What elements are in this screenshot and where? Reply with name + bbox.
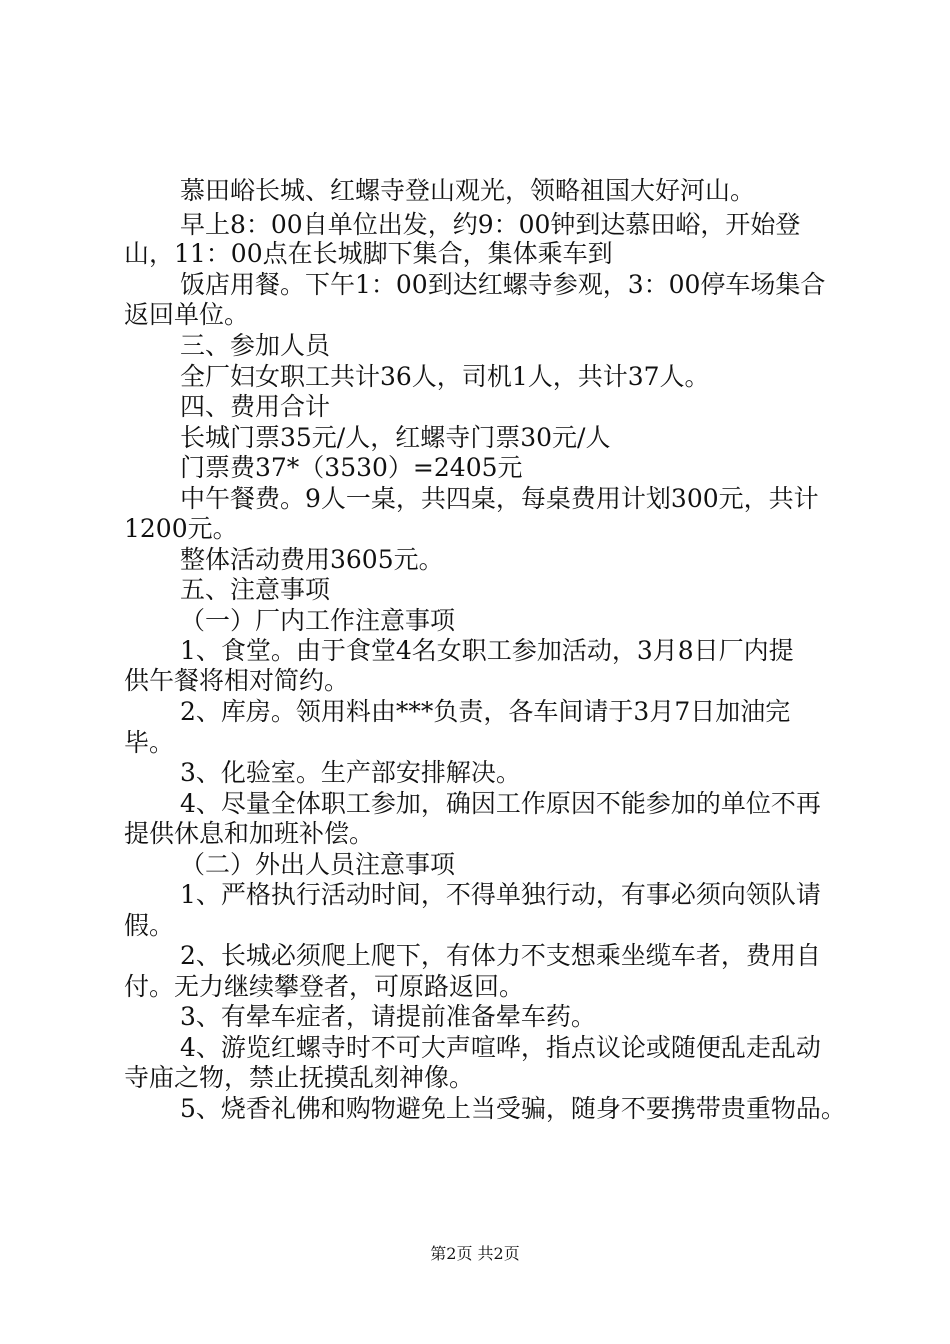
body-line: 5、烧香礼佛和购物避免上当受骗，随身不要携带贵重物品。	[180, 1094, 846, 1123]
body-line: 假。	[124, 911, 175, 940]
body-line: 门票费37*（3530）=2405元	[180, 453, 523, 482]
body-line: 全厂妇女职工共计36人，司机1人，共计37人。	[180, 362, 710, 391]
body-line: 4、游览红螺寺时不可大声喧哗，指点议论或随便乱走乱动	[180, 1033, 821, 1062]
body-line: 饭店用餐。下午1：00到达红螺寺参观，3：00停车场集合	[180, 270, 826, 299]
body-line: 慕田峪长城、红螺寺登山观光，领略祖国大好河山。	[180, 176, 756, 205]
body-line: 3、化验室。生产部安排解决。	[180, 758, 521, 787]
body-line: 3、有晕车症者，请提前准备晕车药。	[180, 1002, 596, 1031]
page-number-footer: 第2页 共2页	[430, 1244, 520, 1263]
body-line: 1、食堂。由于食堂4名女职工参加活动，3月8日厂内提	[180, 636, 794, 665]
body-line: 中午餐费。9人一桌，共四桌，每桌费用计划300元，共计	[180, 484, 819, 513]
body-line: 早上8：00自单位出发，约9：00钟到达慕田峪，开始登	[180, 210, 801, 239]
body-line: 2、长城必须爬上爬下，有体力不支想乘坐缆车者，费用自	[180, 941, 821, 970]
section-heading: 五、注意事项	[180, 575, 331, 604]
body-line: 1、严格执行活动时间，不得单独行动，有事必须向领队请	[180, 880, 821, 909]
body-line: 毕。	[124, 728, 175, 757]
body-line: 山，11：00点在长城脚下集合，集体乘车到	[124, 239, 613, 268]
subsection-heading: （一）厂内工作注意事项	[180, 606, 456, 635]
body-line: 寺庙之物，禁止抚摸乱刻神像。	[124, 1063, 475, 1092]
body-line: 长城门票35元/人，红螺寺门票30元/人	[180, 423, 611, 452]
section-heading: 三、参加人员	[180, 331, 331, 360]
body-line: 整体活动费用3605元。	[180, 545, 444, 574]
body-line: 供午餐将相对简约。	[124, 666, 350, 695]
body-line: 1200元。	[124, 514, 238, 543]
body-line: 付。无力继续攀登者，可原路返回。	[124, 972, 525, 1001]
body-line: 4、尽量全体职工参加，确因工作原因不能参加的单位不再	[180, 789, 821, 818]
body-line: 返回单位。	[124, 300, 250, 329]
section-heading: 四、费用合计	[180, 392, 331, 421]
body-line: 2、库房。领用料由***负责，各车间请于3月7日加油完	[180, 697, 791, 726]
body-line: 提供休息和加班补偿。	[124, 819, 375, 848]
subsection-heading: （二）外出人员注意事项	[180, 850, 456, 879]
